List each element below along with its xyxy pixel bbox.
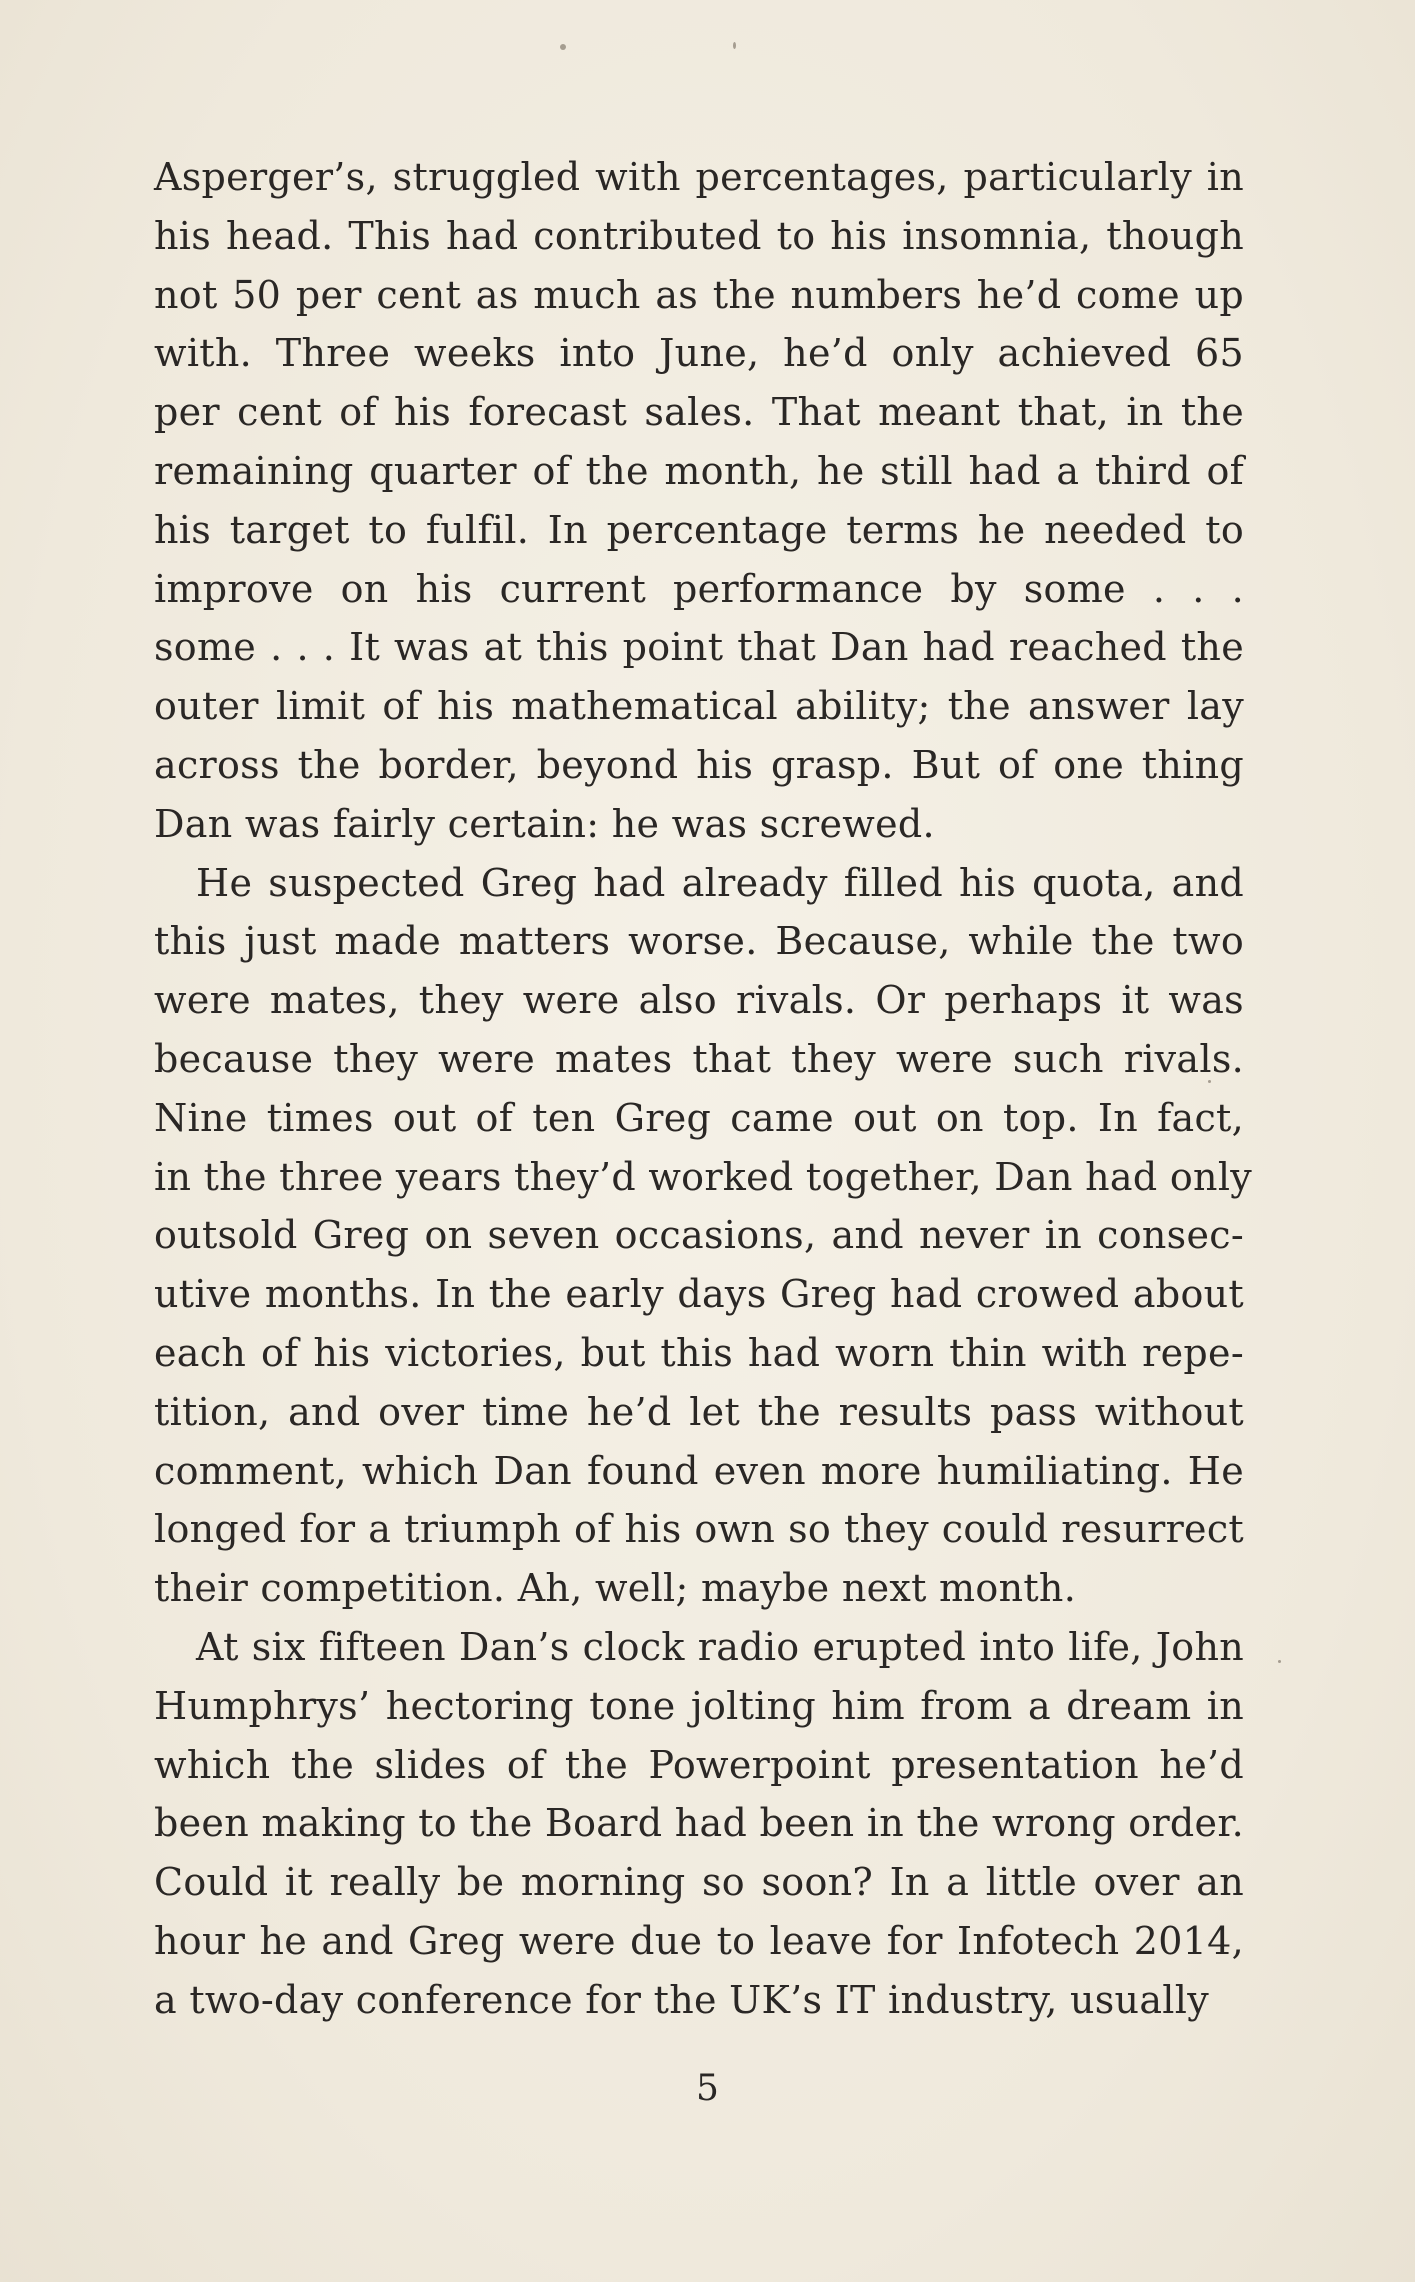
text-line: longed for a triumph of his own so they could resurrect xyxy=(154,1507,1244,1552)
text-line: improve on his current performance by some . . . xyxy=(154,566,1244,611)
text-line: Humphrys’ hectoring tone jolting him from a dream in xyxy=(154,1683,1244,1728)
text-line: tition, and over time he’d let the results pass without xyxy=(154,1389,1244,1434)
text-line: which the slides of the Powerpoint presentation he’d xyxy=(154,1742,1244,1787)
text-line: At six fifteen Dan’s clock radio erupted into life, John xyxy=(196,1624,1244,1669)
paper-speck xyxy=(1278,1660,1281,1663)
body-text xyxy=(154,148,1253,2030)
text-line: outsold Greg on seven occasions, and never in consec- xyxy=(154,1213,1244,1258)
paragraph xyxy=(154,1618,1244,2030)
text-line: Could it really be morning so soon? In a little over an xyxy=(154,1860,1244,1905)
text-line: been making to the Board had been in the wrong order. xyxy=(154,1801,1244,1846)
text-line: Nine times out of ten Greg came out on top. In fact, xyxy=(154,1095,1244,1140)
paper-speck xyxy=(560,44,566,50)
text-line: their competition. Ah, well; maybe next month. xyxy=(154,1566,1077,1611)
text-line: were mates, they were also rivals. Or perhaps it was xyxy=(154,978,1244,1023)
text-line: outer limit of his mathematical ability; the answer lay xyxy=(154,684,1244,729)
text-line: utive months. In the early days Greg had crowed about xyxy=(154,1272,1244,1317)
text-line: a two-day conference for the UK’s IT industry, usually xyxy=(154,1977,1209,2022)
text-line: He suspected Greg had already filled his quota, and xyxy=(196,860,1244,905)
paper-speck xyxy=(733,42,736,49)
text-line: each of his victories, but this had worn thin with repe- xyxy=(154,1330,1244,1375)
text-line: hour he and Greg were due to leave for Infotech 2014, xyxy=(154,1918,1244,1963)
text-line: per cent of his forecast sales. That meant that, in the xyxy=(154,390,1244,435)
text-line: Asperger’s, struggled with percentages, particularly in xyxy=(154,155,1244,199)
text-line: in the three years they’d worked together, Dan had only xyxy=(154,1154,1253,1199)
text-line: with. Three weeks into June, he’d only achieved 65 xyxy=(154,331,1244,376)
text-line: because they were mates that they were such rivals. xyxy=(154,1036,1244,1081)
text-line: his head. This had contributed to his insomnia, though xyxy=(154,213,1244,258)
text-line: across the border, beyond his grasp. But of one thing xyxy=(154,742,1244,787)
text-line: his target to fulfil. In percentage terms he needed to xyxy=(154,507,1244,552)
paragraph xyxy=(154,148,1244,854)
text-line: this just made matters worse. Because, while the two xyxy=(154,919,1244,964)
text-line: some . . . It was at this point that Dan had reached the xyxy=(154,625,1244,670)
text-line: not 50 per cent as much as the numbers he’d come up xyxy=(154,272,1244,317)
text-line: comment, which Dan found even more humiliating. He xyxy=(154,1448,1244,1493)
page-number: 5 xyxy=(696,2068,719,2109)
text-line: Dan was fairly certain: he was screwed. xyxy=(154,801,935,846)
paragraph xyxy=(154,854,1253,1618)
text-line: remaining quarter of the month, he still had a third of xyxy=(154,448,1244,493)
